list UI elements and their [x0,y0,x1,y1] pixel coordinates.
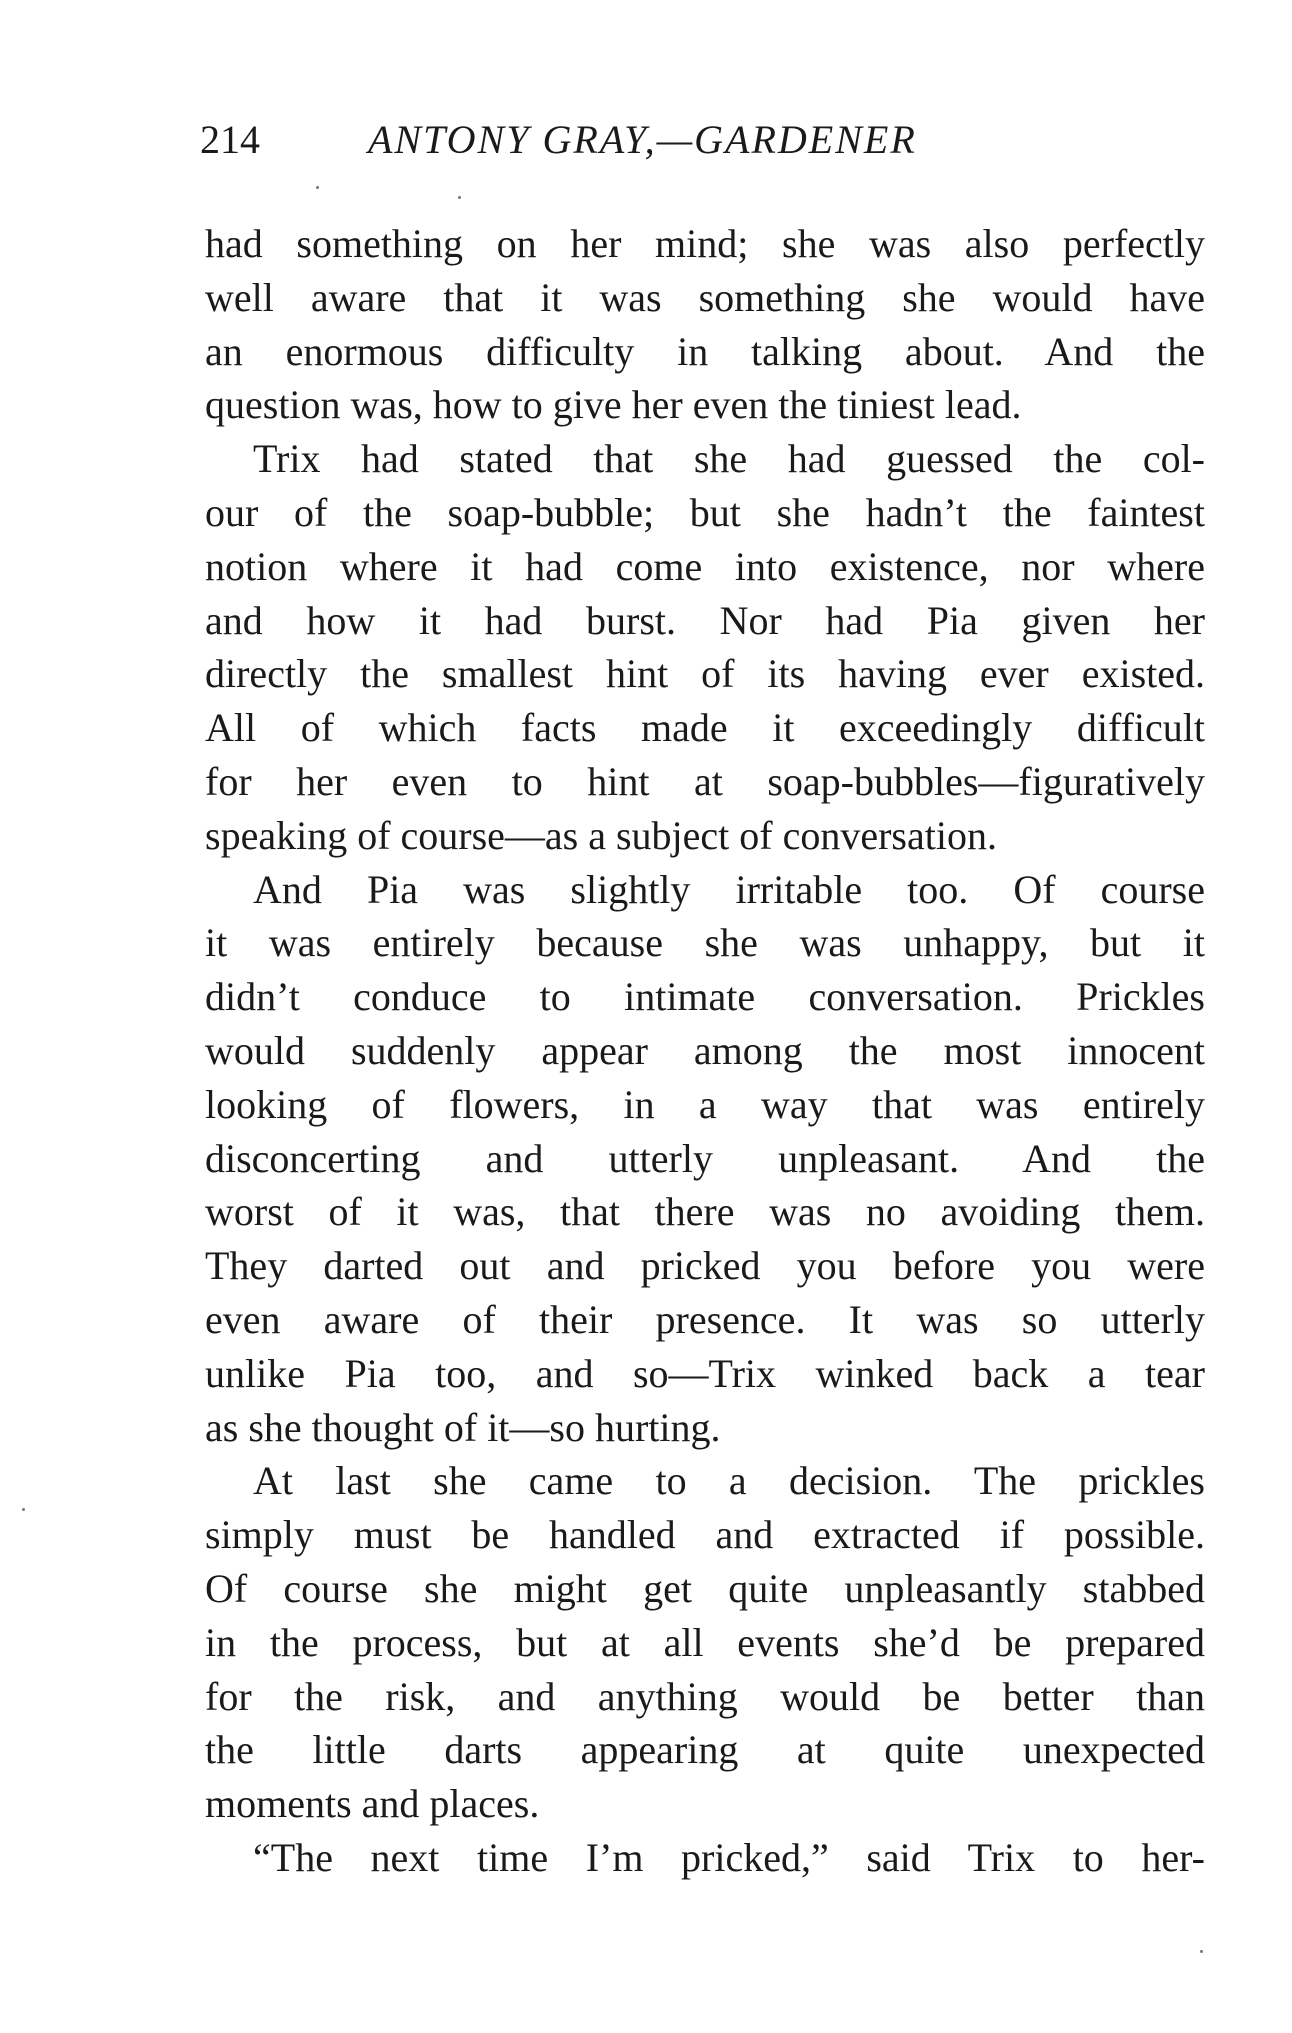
text-line: Of course she might get quite unpleasantly stabbed [205,1565,1205,1611]
text-line: unlike Pia too, and so—Trix winked back a tear [205,1350,1205,1396]
text-line: Trix had stated that she had guessed the col- [253,436,1205,482]
body-text [205,217,1205,1885]
text-line: our of the soap-bubble; but she hadn’t the faintest [205,489,1205,535]
text-line: disconcerting and utterly unpleasant. And the [205,1135,1205,1181]
paper-speck [316,186,319,189]
text-line: worst of it was, that there was no avoiding them. [205,1189,1205,1235]
text-line: for the risk, and anything would be better than [205,1673,1205,1719]
text-line: directly the smallest hint of its having ever existed. [205,651,1205,697]
text-line: even aware of their presence. It was so utterly [205,1296,1205,1342]
text-line: in the process, but at all events she’d be prepared [205,1619,1205,1665]
page-number: 214 [200,117,260,162]
text-line: All of which facts made it exceedingly difficult [205,705,1205,751]
text-line: looking of flowers, in a way that was entirely [205,1081,1205,1127]
text-line: an enormous difficulty in talking about. And the [205,328,1205,374]
paper-speck [22,1508,25,1511]
text-line: the little darts appearing at quite unexpected [205,1727,1205,1773]
text-line: and how it had burst. Nor had Pia given her [205,597,1205,643]
page-header [200,112,1200,168]
text-line: as she thought of it—so hurting. [205,1404,721,1450]
text-line: notion where it had come into existence, nor where [205,543,1205,589]
text-line: for her even to hint at soap-bubbles—figuratively [205,758,1205,804]
text-line: simply must be handled and extracted if possible. [205,1512,1205,1558]
text-line: speaking of course—as a subject of conversation. [205,812,997,858]
text-line: question was, how to give her even the tiniest lead. [205,382,1022,428]
text-line: would suddenly appear among the most innocent [205,1027,1205,1073]
text-line: They darted out and pricked you before you were [205,1243,1205,1289]
text-line: it was entirely because she was unhappy, but it [205,920,1205,966]
text-line: And Pia was slightly irritable too. Of course [253,866,1205,912]
running-head: ANTONY GRAY,—GARDENER [368,117,917,162]
text-line: well aware that it was something she would have [205,274,1205,320]
paper-speck [1200,1950,1203,1953]
text-line: didn’t conduce to intimate conversation. Prickles [205,974,1205,1020]
text-line: had something on her mind; she was also perfectly [205,221,1205,266]
text-line: moments and places. [205,1781,540,1827]
paper-speck [458,196,461,199]
text-line: At last she came to a decision. The prickles [253,1458,1205,1504]
text-line: “The next time I’m pricked,” said Trix to her- [253,1834,1205,1880]
